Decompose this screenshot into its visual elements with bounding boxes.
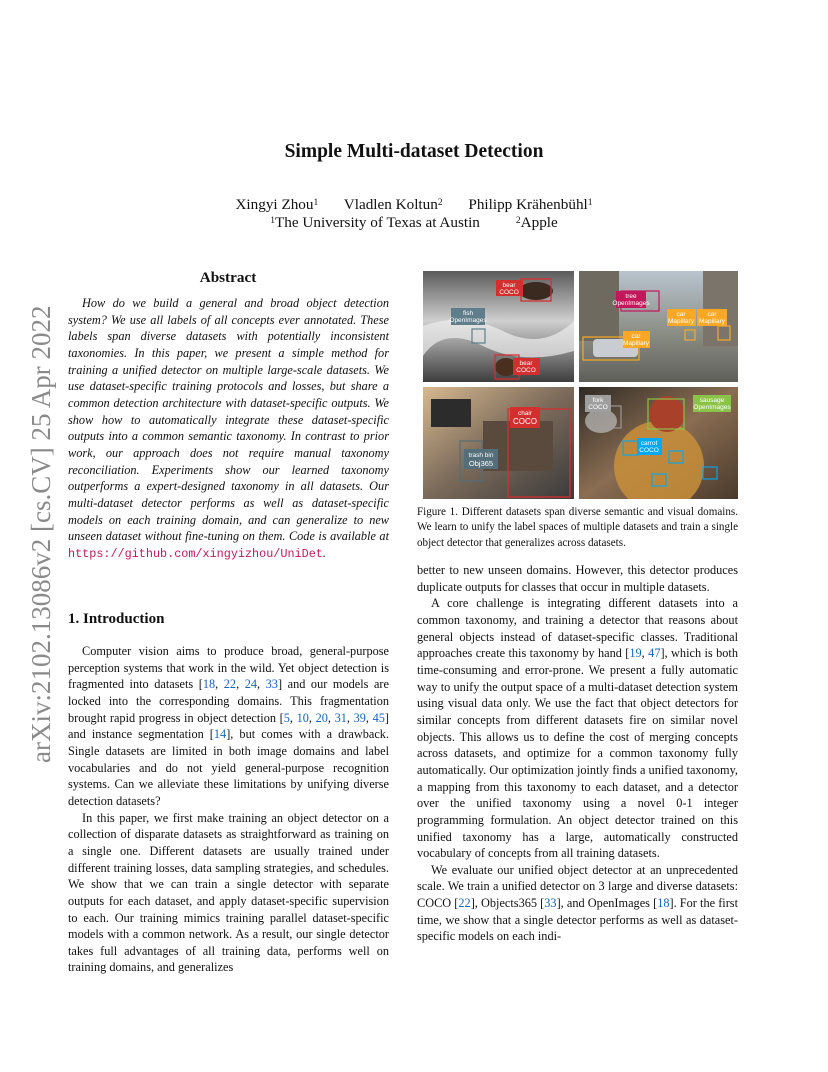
svg-text:COCO: COCO — [499, 289, 519, 296]
svg-text:COCO: COCO — [639, 447, 659, 454]
affiliation: The University of Texas at Austin — [274, 214, 480, 231]
figure-label: bear — [519, 360, 533, 367]
svg-text:Mapillary: Mapillary — [698, 318, 726, 325]
abstract-body: How do we build a general and broad object detection system? We use all labels of all concepts ever annotated. These labels span diverse datasets with potentially inconsistent taxonomies. In this paper, we present a simple method for training a unified detector on multiple large-scale datasets. We use dataset-specific training protocols and losses, but share a common detection architecture with dataset-specific outputs. We show how to automatically integrate these dataset-specific outputs into a common semantic taxonomy. In contrast to prior work, our approach does not require manual taxonomy reconciliation. Experiments show our learned taxonomy outperforms a expert-designed taxonomy in all datasets. Our multi-dataset detector performs as well as dataset-specific models on each training domain, and can generalize to new unseen dataset without fine-tuning on them. Code is available at https://github.com/xingyizhou/UniDet. — [68, 296, 389, 561]
figure-label: car — [676, 311, 686, 318]
section-heading: 1. Introduction — [68, 611, 165, 627]
figure-panel-street — [579, 271, 738, 382]
svg-text:Mapillary: Mapillary — [667, 318, 695, 325]
figure-label: fork — [592, 397, 604, 404]
paper-title: Simple Multi-dataset Detection — [284, 141, 544, 162]
svg-text:OpenImages: OpenImages — [449, 317, 487, 324]
affiliation-list: $^1$The University of Texas at Austin $^2$Apple — [270, 214, 558, 231]
figure-label: trash bin — [468, 452, 494, 459]
svg-text:Obj365: Obj365 — [468, 459, 494, 468]
intro-right-column: better to new unseen domains. However, this detector produces duplicate outputs for classes that occur in multiple datasets. A core challenge is integrating different datasets into a common taxonomy, and training a detector that reasons about general objects instead of dataset-specific classes. Traditional approaches create this taxonomy by hand [19, 47], which is both time-consuming and error-prone. We present a fully automatic way to unify the output space of a multi-dataset detection system using visual data only. We use the fact that object detectors for similar concepts from different datasets fire on similar novel objects. This allows us to define the cost of merging concepts across datasets, and optimize for a common taxonomy fully automatically. Our optimization jointly finds a unified taxonomy, a mapping from this taxonomy to each dataset, and a detector over the unified taxonomy using a novel 0-1 integer programming formulation. An object detector trained on this unified taxonomy has a large, automatically constructed vocabulary of concepts from all training datasets. We evaluate our unified object detector at an unprecedented scale. We train a unified detector on 3 large and diverse datasets: COCO [22], Objects365 [33], and OpenImages [18]. For the first time, we show that a single detector performs as well as dataset-specific models on each indi- — [417, 563, 739, 944]
figure-label: car — [707, 311, 717, 318]
figure-panel-bears — [423, 271, 574, 382]
figure-label: carrot — [640, 440, 658, 447]
code-link[interactable]: https://github.com/xingyizhou/UniDet — [68, 546, 323, 561]
figure-label: fish — [462, 310, 474, 317]
author-name: Vladlen Koltun — [343, 196, 438, 213]
figure-label: tree — [625, 293, 637, 300]
svg-text:COCO: COCO — [516, 367, 536, 374]
figure-caption: Figure 1. Different datasets span diverse semantic and visual domains. We learn to unify the label spaces of multiple datasets and train a single object detector that generalizes across datasets. — [417, 506, 738, 549]
svg-text:OpenImages: OpenImages — [612, 300, 650, 307]
figure-label: car — [631, 333, 641, 340]
abstract-heading: Abstract — [199, 269, 257, 286]
affiliation: Apple — [520, 214, 558, 231]
author-name: Xingyi Zhou — [235, 196, 314, 213]
figure-label: bear — [502, 282, 516, 289]
arxiv-stamp — [14, 285, 64, 765]
figure-label: chair — [517, 410, 533, 417]
svg-text:COCO: COCO — [588, 404, 608, 411]
svg-text:COCO: COCO — [513, 417, 537, 426]
svg-text:OpenImages: OpenImages — [693, 404, 731, 411]
figure-1 — [423, 271, 738, 499]
svg-text:Mapillary: Mapillary — [622, 340, 650, 347]
figure-panel-office — [423, 387, 574, 499]
arxiv-id: arXiv:2102.13086v2 [cs.CV] 25 Apr 2022 — [26, 305, 56, 763]
figure-panel-food — [579, 387, 738, 499]
abstract-text: How do we build a general and broad object detection system? We use all labels of all concepts ever annotated. These labels span diverse datasets with potentially inconsistent taxonomies. In this paper, we present a simple method for training a unified detector on multiple large-scale datasets. We use dataset-specific training protocols and losses, but share a common detection architecture with dataset-specific outputs. We show how to automatically integrate these dataset-specific outputs into a common semantic taxonomy. In contrast to prior work, our approach does not require manual taxonomy reconciliation. Experiments show our learned taxonomy outperforms a expert-designed taxonomy in all datasets. Our multi-dataset detector performs as well as dataset-specific models on each training domain, and can generalize to new unseen dataset without fine-tuning on them. Code is available at — [68, 296, 389, 544]
intro-left-column: Computer vision aims to produce broad, general-purpose perception systems that work in the wild. Yet object detection is fragmented into datasets [18, 22, 24, 33] and our models are locked into the corresponding domains. This fragmentation brought rapid progress in object detection [5, 10, 20, 31, 39, 45] and instance segmentation [14], but comes with a drawback. Single datasets are limited in both image domains and label vocabularies and do not yield general-purpose recognition systems. Can we alleviate these limitations by unifying diverse detection datasets? In this paper, we first make training an object detector on a collection of disparate datasets as straightforward as training on a single one. Different datasets are usually trained under different training losses, data sampling strategies, and schedules. We show that we can train a single detector with separate outputs for each dataset, and apply dataset-specific supervision to each. Our training mimics training parallel dataset-specific models with a common network. As a result, our single detector takes full advantages of all training data, performs well on training domains, and generalizes — [68, 644, 390, 975]
author-block — [0, 196, 828, 232]
figure-label: sausage — [699, 397, 725, 404]
author-name: Philipp Krähenbühl — [468, 196, 588, 213]
author-list: Xingyi Zhou$^1$ Vladlen Koltun$^2$ Philipp Krähenbühl$^1$ — [235, 196, 593, 213]
